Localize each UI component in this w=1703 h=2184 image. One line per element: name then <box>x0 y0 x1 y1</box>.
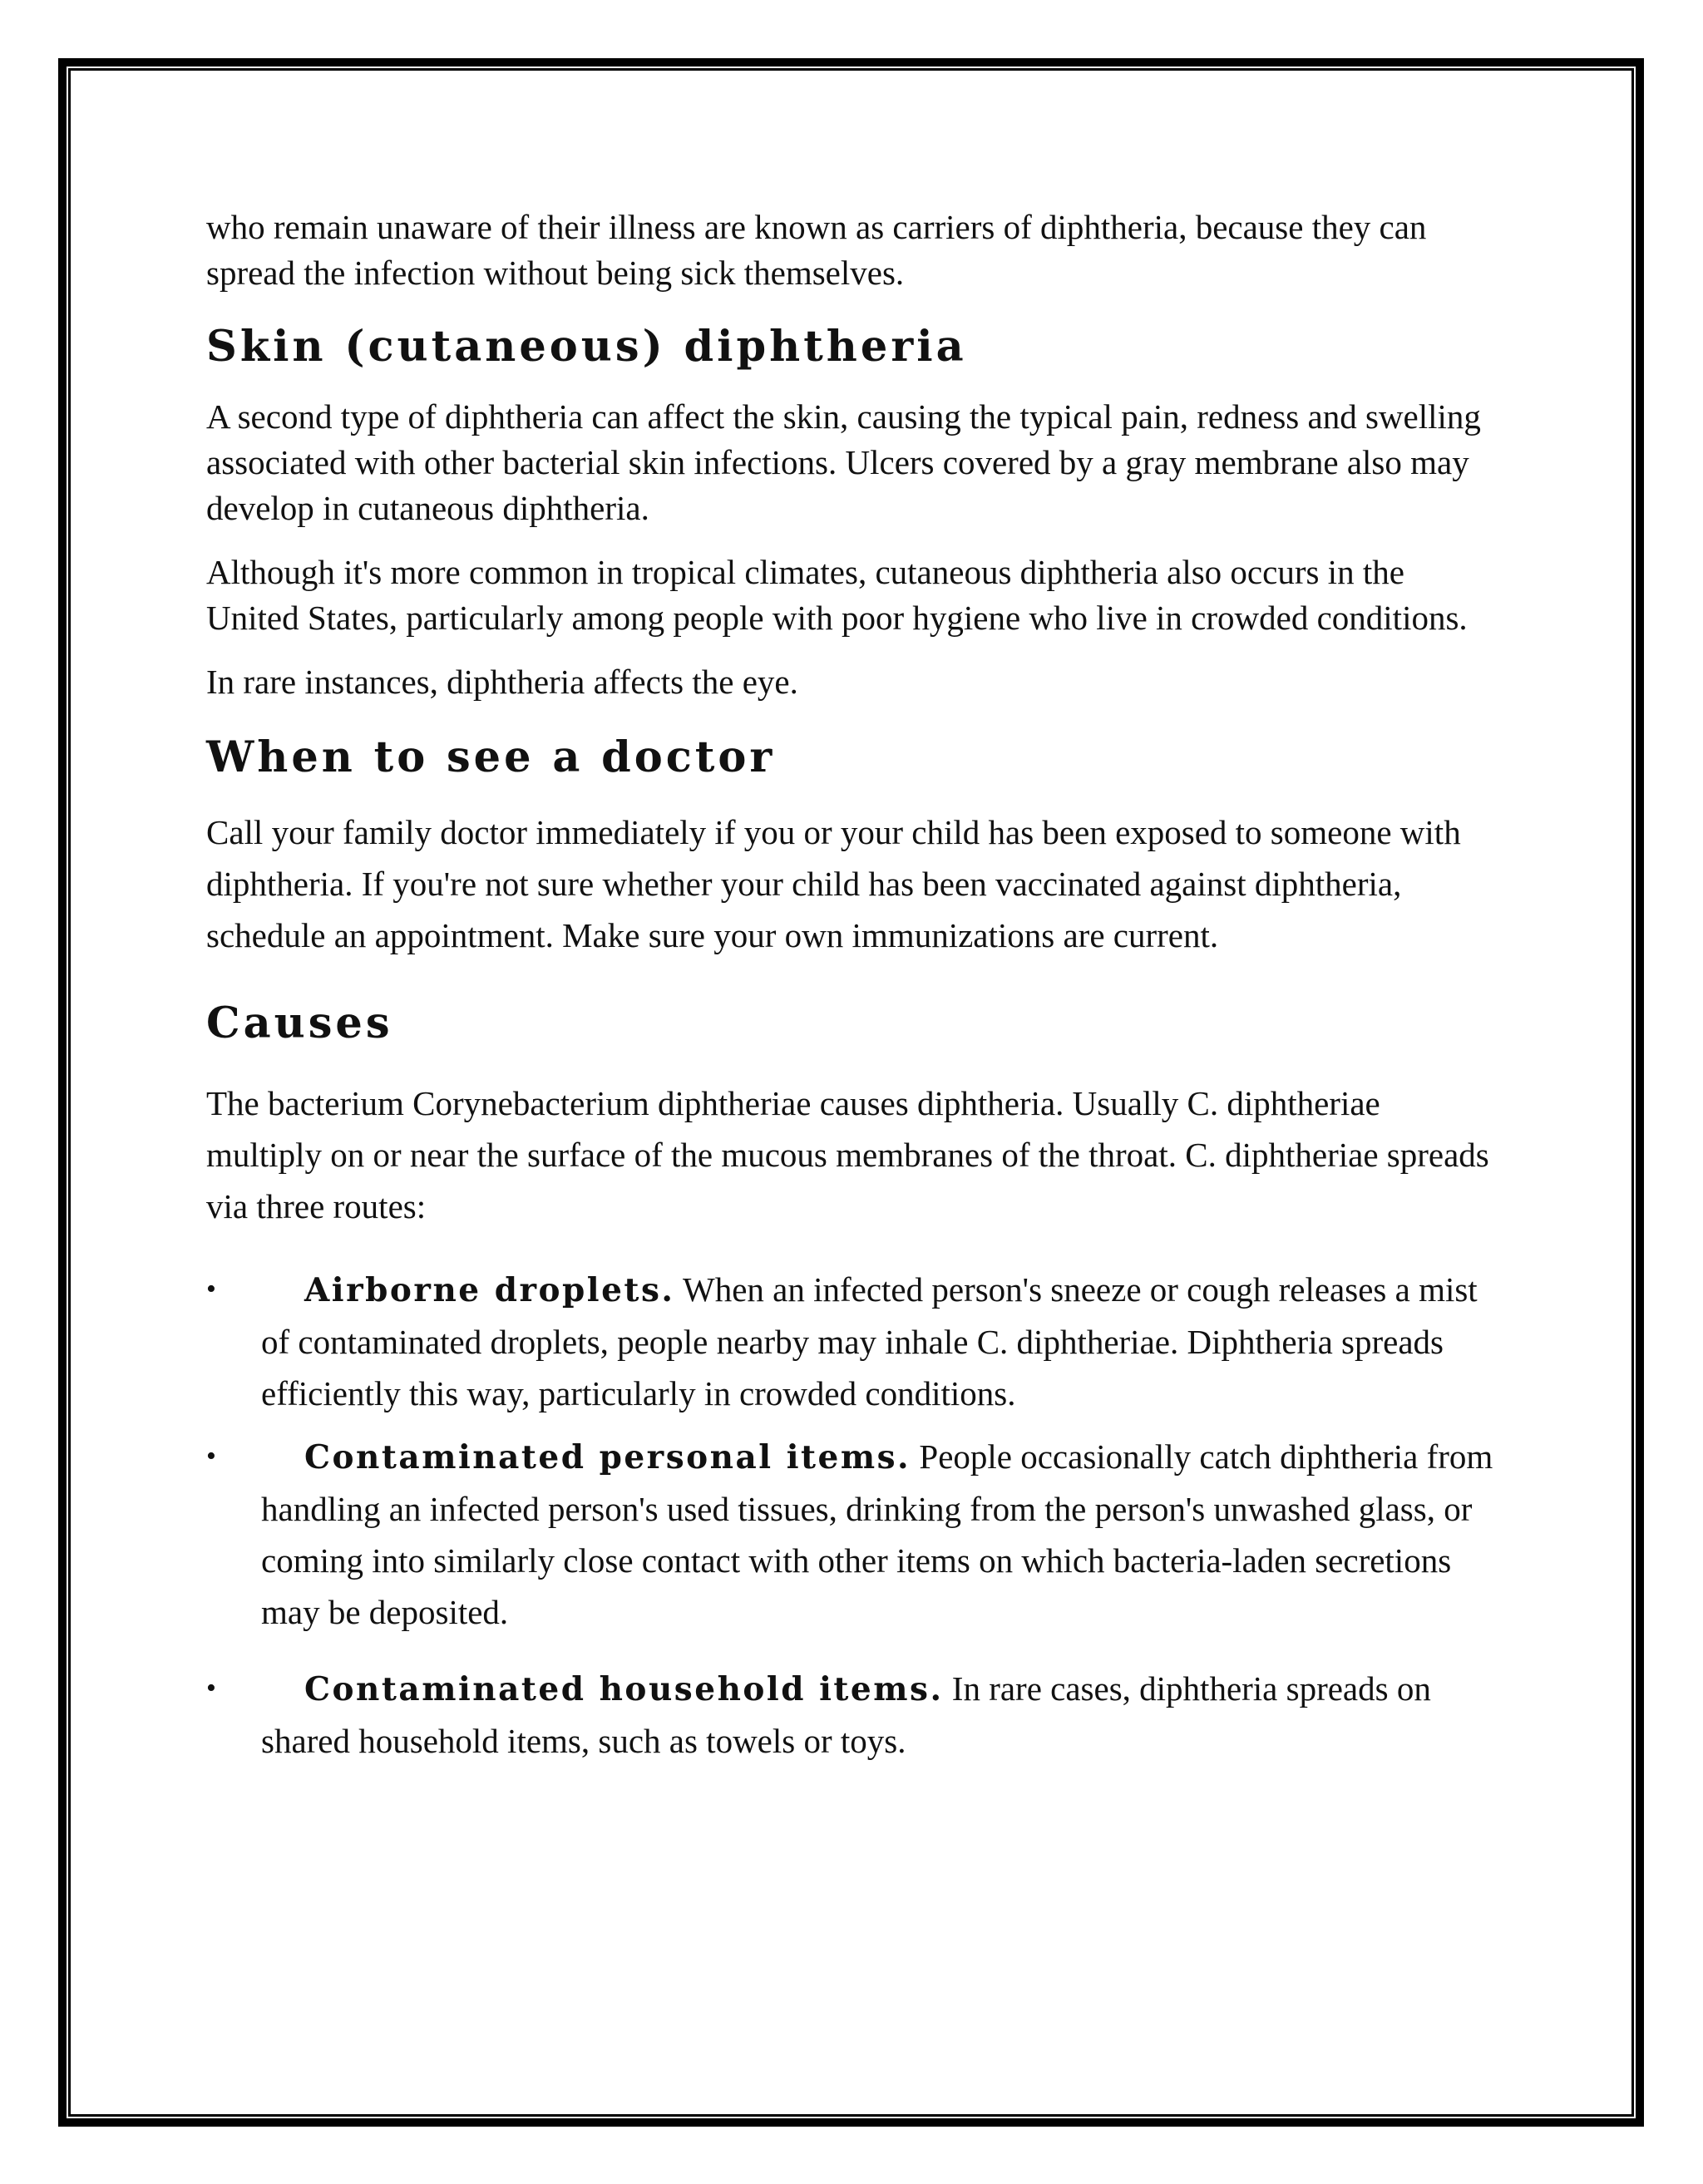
paragraph-skin-eye: In rare instances, diphtheria affects the eye. <box>206 663 798 701</box>
route-lead: Airborne droplets. <box>304 1271 675 1309</box>
paragraph-skin-climate: Although it's more common in tropical climates, cutaneous diphtheria also occurs in the United States, particularly among people with poor hygiene who live in crowded conditions. <box>206 553 1468 637</box>
transmission-routes-list <box>206 1264 1503 1767</box>
bullet-icon: • <box>206 1441 216 1472</box>
bullet-icon: • <box>206 1673 216 1703</box>
heading-causes: Causes <box>206 998 393 1048</box>
document-body <box>206 205 1503 1767</box>
route-text: In rare cases, diphtheria spreads on shared household items, such as towels or toys. <box>261 1669 1431 1760</box>
paragraph-skin-types: A second type of diphtheria can affect the skin, causing the typical pain, redness and swelling associated with other bacterial skin infections. Ulcers covered by a gray membrane also may develop in cutaneous diphtheria. <box>206 397 1481 527</box>
paragraph-see-doctor: Call your family doctor immediately if you or your child has been exposed to someone with diphtheria. If you're not sure whether your child has been vaccinated against diphtheria, schedule an appointment. Make sure your own immunizations are current. <box>206 813 1461 954</box>
route-lead: Contaminated household items. <box>304 1670 944 1708</box>
bullet-icon: • <box>206 1274 216 1304</box>
paragraph-carriers: who remain unaware of their illness are known as carriers of diphtheria, because they can spread the infection without being sick themselves. <box>206 208 1427 292</box>
list-item <box>206 1431 1503 1638</box>
heading-when-to-see-doctor: When to see a doctor <box>206 732 776 782</box>
route-text: When an infected person's sneeze or cough releases a mist of contaminated droplets, people nearby may inhale C. diphtheriae. Diphtheria spreads efficiently this way, particularly in crowded conditions. <box>261 1270 1478 1412</box>
paragraph-causes: The bacterium Corynebacterium diphtheriae causes diphtheria. Usually C. diphtheriae multiply on or near the surface of the mucous membranes of the throat. C. diphtheriae spreads via three routes: <box>206 1084 1489 1225</box>
heading-skin-diphtheria: Skin (cutaneous) diphtheria <box>206 322 967 372</box>
list-item <box>206 1264 1503 1419</box>
route-text: People occasionally catch diphtheria from handling an infected person's used tissues, drinking from the person's unwashed glass, or coming into similarly close contact with other items on which bacteria-laden secretions may be deposited. <box>261 1437 1493 1631</box>
list-item <box>206 1663 1503 1767</box>
route-lead: Contaminated personal items. <box>304 1438 911 1477</box>
